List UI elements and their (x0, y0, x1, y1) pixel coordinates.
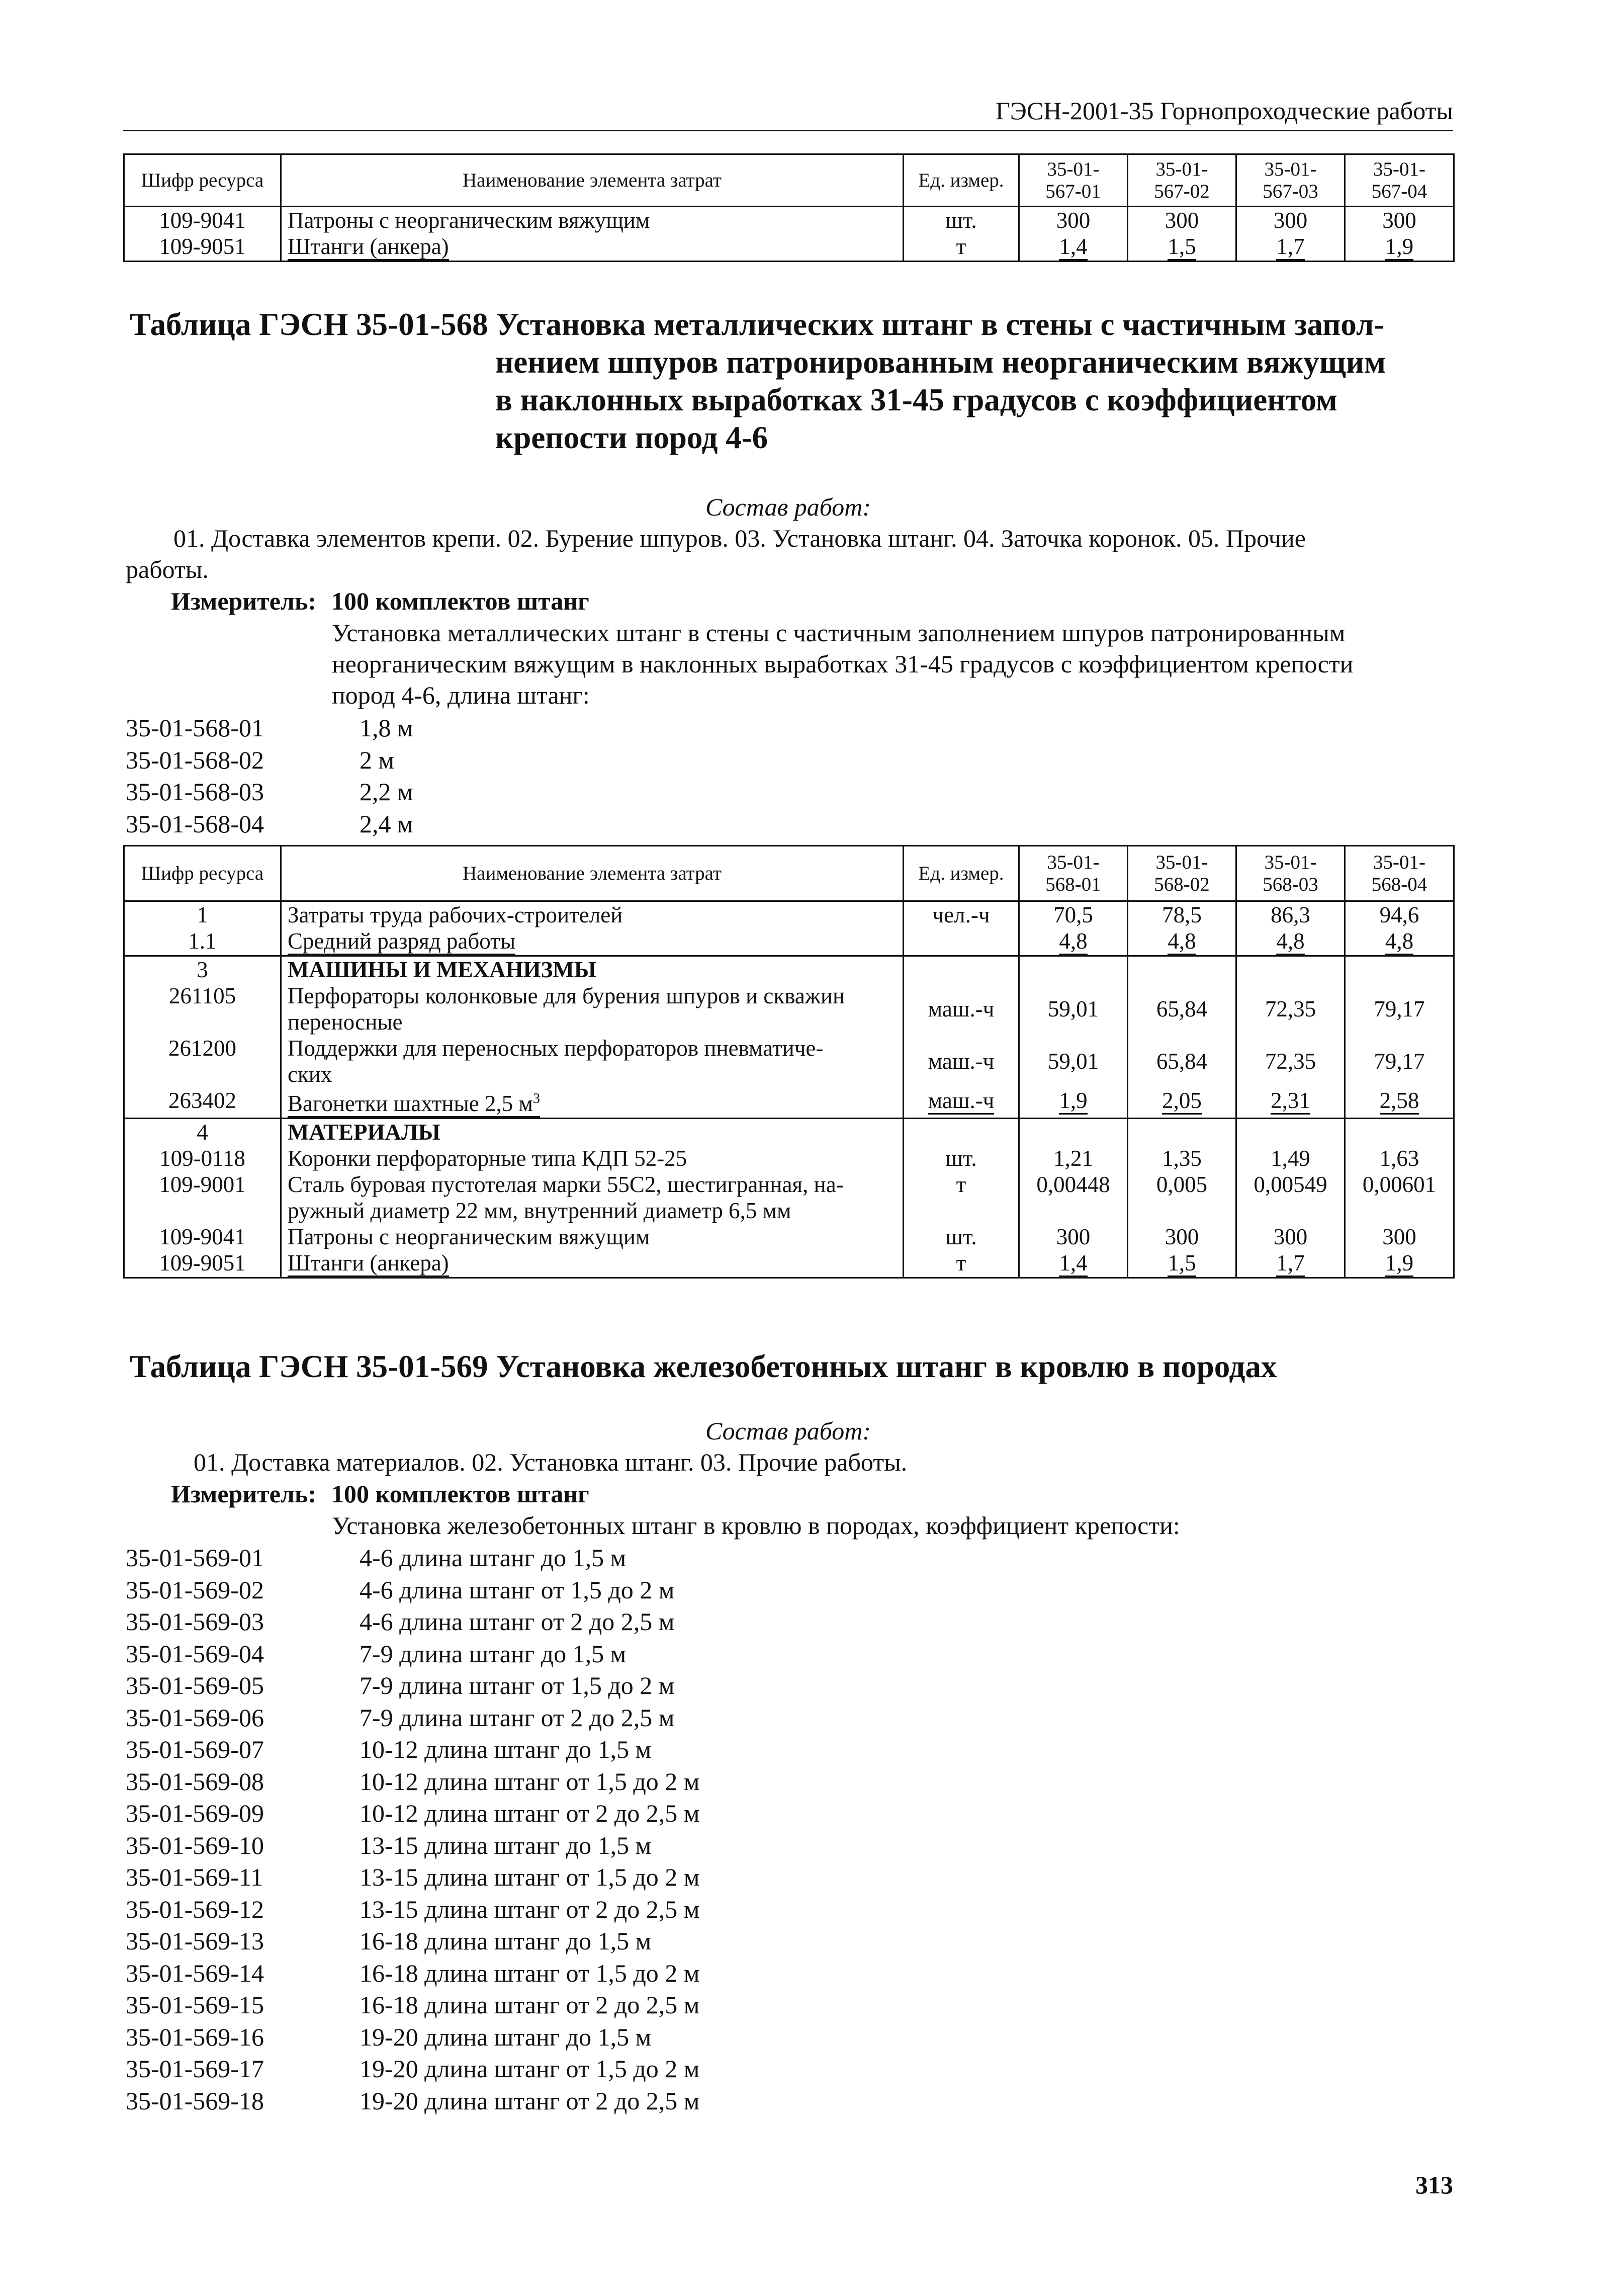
table-569-title: Таблица ГЭСН 35-01-569 Установка железобетонных штанг в кровлю в породах (130, 1349, 1277, 1384)
col-head-code: Шифр ресурса (124, 846, 281, 901)
running-header: ГЭСН-2001-35 Горнопроходческие работы (996, 97, 1453, 125)
table-row: 109-9041 Патроны с неорганическим вяжущим шт. 300 300 300 300 (124, 207, 1454, 234)
col-head-567-03: 35-01- 567-03 (1236, 154, 1345, 207)
list-item: 35-01-569-14 16-18 длина штанг от 1,5 до 2 м (126, 1959, 700, 1987)
col-head-unit: Ед. измер. (904, 846, 1019, 901)
col-head-name: Наименование элемента затрат (281, 846, 904, 901)
table-row: 109-9041 Патроны с неорганическим вяжущим шт. 300 300 300 300 (124, 1224, 1454, 1250)
list-item: 35-01-569-05 7-9 длина штанг от 1,5 до 2 м (126, 1671, 675, 1699)
table-row: 109-0118 Коронки перфораторные типа КДП 52-25 шт. 1,21 1,35 1,49 1,63 (124, 1145, 1454, 1171)
list-item: 35-01-568-03 2,2 м (126, 778, 413, 806)
col-head-name: Наименование элемента затрат (281, 154, 904, 207)
col-head-568-03: 35-01- 568-03 (1236, 846, 1345, 901)
col-head-567-02: 35-01- 567-02 (1128, 154, 1236, 207)
col-head-567-04: 35-01- 567-04 (1345, 154, 1454, 207)
table-row: 109-9001 Сталь буровая пустотелая марки 55С2, шестигранная, на- ружный диаметр 22 мм, внутренний диаметр 6,5 мм т 0,00448 0,005 0,00549 0,00601 (124, 1171, 1454, 1224)
meter-568: Измеритель: 100 комплектов штанг (171, 587, 589, 615)
works-text-569: 01. Доставка материалов. 02. Установка штанг. 03. Прочие работы. (194, 1448, 908, 1476)
works-label-568: Состав работ: (705, 493, 871, 521)
works-text-568-line2: работы. (126, 555, 209, 583)
table-row: 109-9051 Штанги (анкера) т 1,4 1,5 1,7 1,9 (124, 233, 1454, 262)
table-row: 261200 Поддержки для переносных перфораторов пневматиче- ских маш.-ч 59,01 65,84 72,35 79,17 (124, 1035, 1454, 1087)
col-head-567-01: 35-01- 567-01 (1019, 154, 1128, 207)
table-row: 263402 Вагонетки шахтные 2,5 $м^3$ маш.-ч 1,9 2,05 2,31 2,58 (124, 1087, 1454, 1119)
list-item: 35-01-569-04 7-9 длина штанг до 1,5 м (126, 1639, 627, 1668)
works-label-569: Состав работ: (705, 1417, 871, 1445)
list-item: 35-01-569-15 16-18 длина штанг от 2 до 2,5 м (126, 1991, 700, 2019)
table-568-title: Таблица ГЭСН 35-01-568 Установка металлических штанг в стены с частичным запол- нением шпуров патронированным неорганическим вяжущим в наклонных выработках 31-45 градусов с коэффициентом крепости пород 4-6 (130, 307, 1386, 455)
list-item: 35-01-569-12 13-15 длина штанг от 2 до 2,5 м (126, 1895, 700, 1923)
resource-table-568 (123, 845, 1455, 1279)
header-rule (123, 130, 1453, 131)
list-item: 35-01-568-01 1,8 м (126, 714, 413, 742)
col-head-568-02: 35-01- 568-02 (1128, 846, 1236, 901)
list-item: 35-01-568-04 2,4 м (126, 809, 413, 838)
desc-568-line2: неорганическим вяжущим в наклонных выработках 31-45 градусов с коэффициентом крепости (332, 650, 1354, 678)
table-row: 261105 Перфораторы колонковые для бурения шпуров и скважин переносные маш.-ч 59,01 65,84 72,35 79,17 (124, 983, 1454, 1035)
list-item: 35-01-569-08 10-12 длина штанг от 1,5 до 2 м (126, 1767, 700, 1796)
list-item: 35-01-569-18 19-20 длина штанг от 2 до 2,5 м (126, 2086, 700, 2115)
variants-568 (126, 712, 413, 840)
list-item: 35-01-569-11 13-15 длина штанг от 1,5 до 2 м (126, 1863, 700, 1891)
desc-568-line3: пород 4-6, длина штанг: (332, 681, 590, 709)
page-number: 313 (1415, 2171, 1453, 2199)
variants-569 (126, 1542, 699, 2117)
table-section-row: 3 МАШИНЫ И МЕХАНИЗМЫ (124, 956, 1454, 983)
list-item: 35-01-569-10 13-15 длина штанг до 1,5 м (126, 1831, 652, 1859)
list-item: 35-01-569-17 19-20 длина штанг от 1,5 до 2 м (126, 2055, 700, 2083)
col-head-unit: Ед. измер. (904, 154, 1019, 207)
table-row: 109-9051 Штанги (анкера) т 1,4 1,5 1,7 1,9 (124, 1250, 1454, 1278)
list-item: 35-01-568-02 2 м (126, 745, 395, 774)
list-item: 35-01-569-07 10-12 длина штанг до 1,5 м (126, 1735, 652, 1763)
table-row: 1 Затраты труда рабочих-строителей чел.-ч 70,5 78,5 86,3 94,6 (124, 901, 1454, 928)
desc-568-line1: Установка металлических штанг в стены с частичным заполнением шпуров патронированным (332, 619, 1346, 647)
col-head-568-01: 35-01- 568-01 (1019, 846, 1128, 901)
table-section-row: 4 МАТЕРИАЛЫ (124, 1119, 1454, 1146)
list-item: 35-01-569-02 4-6 длина штанг от 1,5 до 2 м (126, 1575, 675, 1604)
list-item: 35-01-569-03 4-6 длина штанг от 2 до 2,5 м (126, 1607, 675, 1636)
list-item: 35-01-569-09 10-12 длина штанг от 2 до 2,5 м (126, 1799, 700, 1827)
list-item: 35-01-569-06 7-9 длина штанг от 2 до 2,5 м (126, 1703, 675, 1732)
desc-569: Установка железобетонных штанг в кровлю в породах, коэффициент крепости: (332, 1511, 1180, 1540)
list-item: 35-01-569-13 16-18 длина штанг до 1,5 м (126, 1927, 652, 1955)
col-head-code: Шифр ресурса (124, 154, 281, 207)
works-text-568-line1: 01. Доставка элементов крепи. 02. Бурение шпуров. 03. Установка штанг. 04. Заточка коронок. 05. Прочие (173, 524, 1306, 552)
col-head-568-04: 35-01- 568-04 (1345, 846, 1454, 901)
meter-569: Измеритель: 100 комплектов штанг (171, 1480, 589, 1508)
list-item: 35-01-569-16 19-20 длина штанг до 1,5 м (126, 2022, 652, 2051)
resource-table-567 (123, 153, 1455, 262)
list-item: 35-01-569-01 4-6 длина штанг до 1,5 м (126, 1544, 627, 1572)
table-row: 1.1 Средний разряд работы 4,8 4,8 4,8 4,8 (124, 928, 1454, 956)
